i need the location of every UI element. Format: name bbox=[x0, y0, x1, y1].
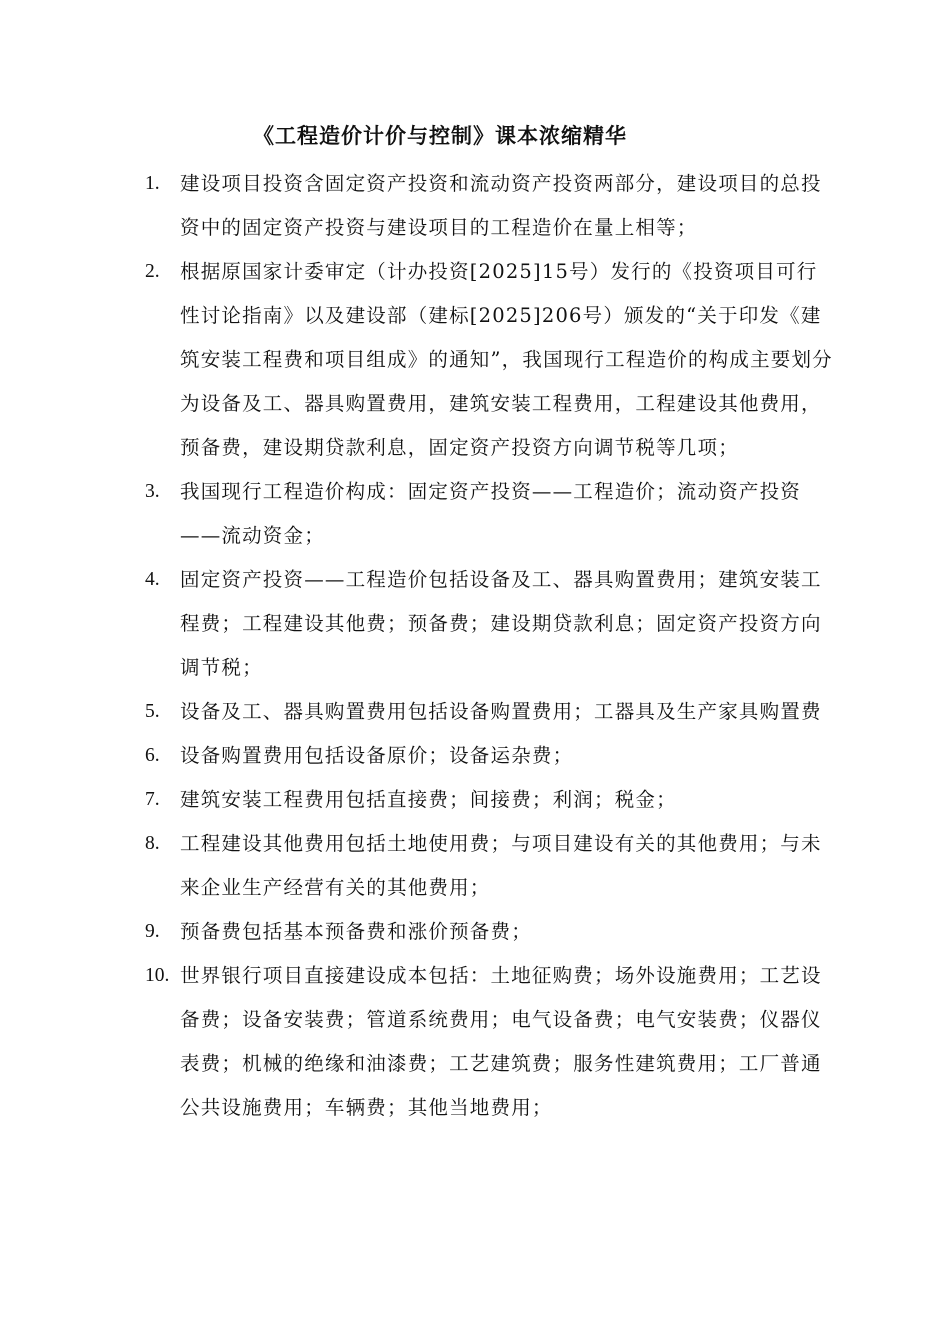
item-text: 建筑安装工程费用包括直接费；间接费；利润；税金； bbox=[180, 788, 677, 811]
item-text: 设备及工、器具购置费用包括设备购置费用；工器具及生产家具购置费 bbox=[180, 700, 822, 723]
item-text: 根据原国家计委审定（计办投资[2025]15号）发行的《投资项目可行性讨论指南》以及建设部（建标[2025]206号）颁发的“关于印发《建筑安装工程费和项目组成》的通知”，我国现行工程造价的构成主要划分为设备及工、器具购置费用，建筑安装工程费用，工程建设其他费用，预备费，建设期贷款利息，固定资产投资方向调节税等几项； bbox=[180, 260, 833, 459]
item-number: 7. bbox=[145, 789, 160, 810]
list-item bbox=[145, 558, 835, 690]
document-title: 《工程造价计价与控制》课本浓缩精华 bbox=[253, 123, 627, 148]
item-number: 3. bbox=[145, 481, 160, 502]
item-text: 工程建设其他费用包括土地使用费；与项目建设有关的其他费用；与未来企业生产经营有关的其他费用； bbox=[180, 832, 822, 899]
list-item bbox=[145, 954, 835, 1130]
list-item bbox=[145, 734, 835, 778]
item-text: 设备购置费用包括设备原价；设备运杂费； bbox=[180, 744, 574, 767]
item-number: 2. bbox=[145, 261, 160, 282]
list-item bbox=[145, 162, 835, 250]
item-text: 固定资产投资——工程造价包括设备及工、器具购置费用；建筑安装工程费；工程建设其他费；预备费；建设期贷款利息；固定资产投资方向调节税； bbox=[180, 568, 822, 679]
item-text: 建设项目投资含固定资产投资和流动资产投资两部分，建设项目的总投资中的固定资产投资与建设项目的工程造价在量上相等； bbox=[180, 172, 822, 239]
list-item bbox=[145, 470, 835, 558]
item-number: 9. bbox=[145, 921, 160, 942]
list-item bbox=[145, 778, 835, 822]
list-item bbox=[145, 910, 835, 954]
item-number: 8. bbox=[145, 833, 160, 854]
list-item bbox=[145, 822, 835, 910]
item-text: 世界银行项目直接建设成本包括：土地征购费；场外设施费用；工艺设备费；设备安装费；管道系统费用；电气设备费；电气安装费；仪器仪表费；机械的绝缘和油漆费；工艺建筑费；服务性建筑费用；工厂普通公共设施费用；车辆费；其他当地费用； bbox=[180, 964, 822, 1119]
item-list bbox=[145, 162, 835, 1130]
item-number: 10. bbox=[145, 965, 170, 986]
item-text: 预备费包括基本预备费和涨价预备费； bbox=[180, 920, 532, 943]
item-number: 1. bbox=[145, 173, 160, 194]
item-text: 我国现行工程造价构成：固定资产投资——工程造价；流动资产投资——流动资金； bbox=[180, 480, 802, 547]
list-item bbox=[145, 250, 835, 470]
item-number: 4. bbox=[145, 569, 160, 590]
list-item bbox=[145, 690, 835, 734]
item-number: 5. bbox=[145, 701, 160, 722]
item-number: 6. bbox=[145, 745, 160, 766]
